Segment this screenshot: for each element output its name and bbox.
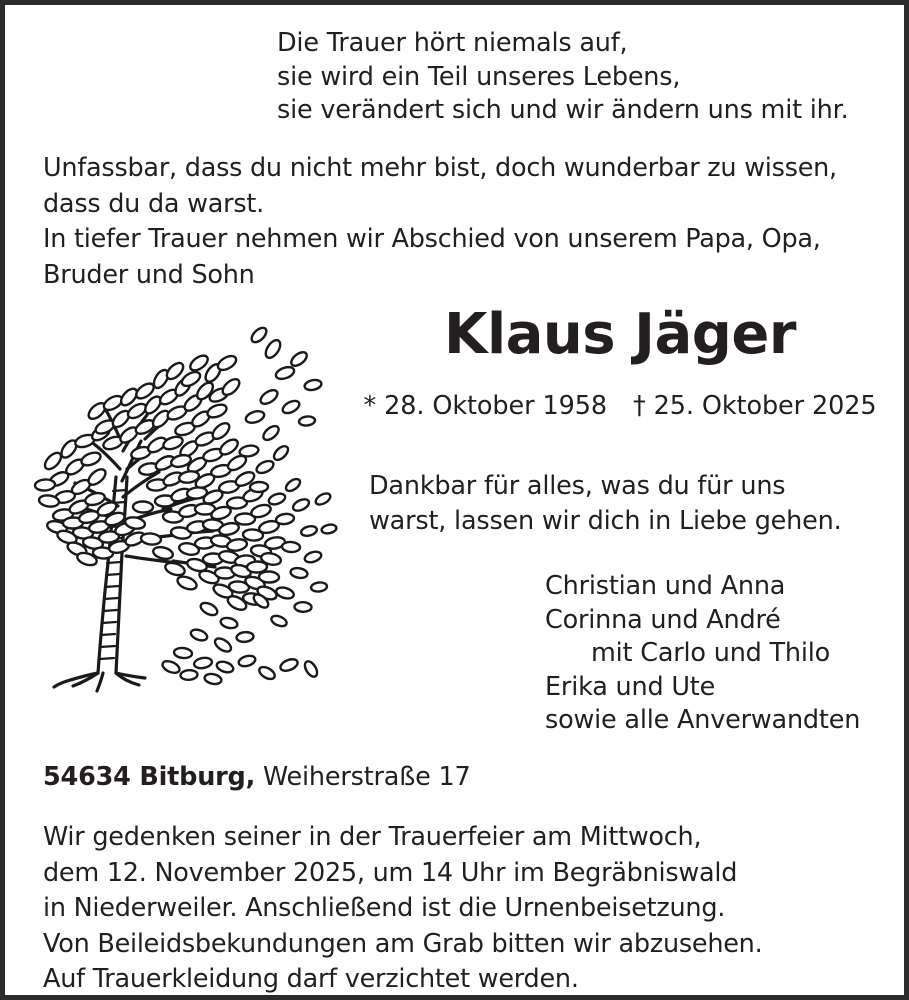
closing-line: Von Beileidsbekundungen am Grab bitten wir abzusehen. xyxy=(43,928,763,959)
intro-line: Unfassbar, dass du nicht mehr bist, doch wunderbar zu wissen, xyxy=(43,153,837,183)
verse-line: sie wird ein Teil unseres Lebens, xyxy=(277,61,681,92)
intro-paragraph xyxy=(43,151,837,293)
opening-verse xyxy=(277,27,849,128)
thanks-line: warst, lassen wir dich in Liebe gehen. xyxy=(369,506,842,536)
verse-line: sie verändert sich und wir ändern uns mit ihr. xyxy=(277,95,849,125)
closing-line: Auf Trauerkleidung darf verzichtet werden. xyxy=(43,964,579,994)
family-line: Christian und Anna xyxy=(545,571,786,601)
intro-line: dass du da warst. xyxy=(43,188,264,219)
address-city: 54634 Bitburg, xyxy=(43,762,256,792)
death-date: † 25. Oktober 2025 xyxy=(633,391,877,421)
thanks-message xyxy=(369,469,842,539)
intro-line: Bruder und Sohn xyxy=(43,259,255,290)
address-street: Weiherstraße 17 xyxy=(263,762,471,792)
verse-line: Die Trauer hört niemals auf, xyxy=(277,28,628,58)
closing-line: Wir gedenken seiner in der Trauerfeier am Mittwoch, xyxy=(43,822,702,852)
thanks-line: Dankbar für alles, was du für uns xyxy=(369,471,786,501)
birth-date: * 28. Oktober 1958 xyxy=(363,391,607,421)
family-line: Erika und Ute xyxy=(545,671,716,702)
life-dates xyxy=(360,391,880,421)
family-line: mit Carlo und Thilo xyxy=(591,638,831,668)
intro-line: In tiefer Trauer nehmen wir Abschied von unserem Papa, Opa, xyxy=(43,224,821,254)
deceased-name: Klaus Jäger xyxy=(444,302,796,367)
funeral-details xyxy=(43,820,762,998)
family-line: Corinna und André xyxy=(545,604,781,635)
family-signatures xyxy=(545,570,860,738)
tree-illustration xyxy=(23,301,353,693)
closing-line: in Niederweiler. Anschließend ist die Urnenbeisetzung. xyxy=(43,893,726,923)
family-line: sowie alle Anverwandten xyxy=(545,705,861,735)
closing-line: dem 12. November 2025, um 14 Uhr im Begräbniswald xyxy=(43,857,738,888)
address-line xyxy=(43,762,471,792)
